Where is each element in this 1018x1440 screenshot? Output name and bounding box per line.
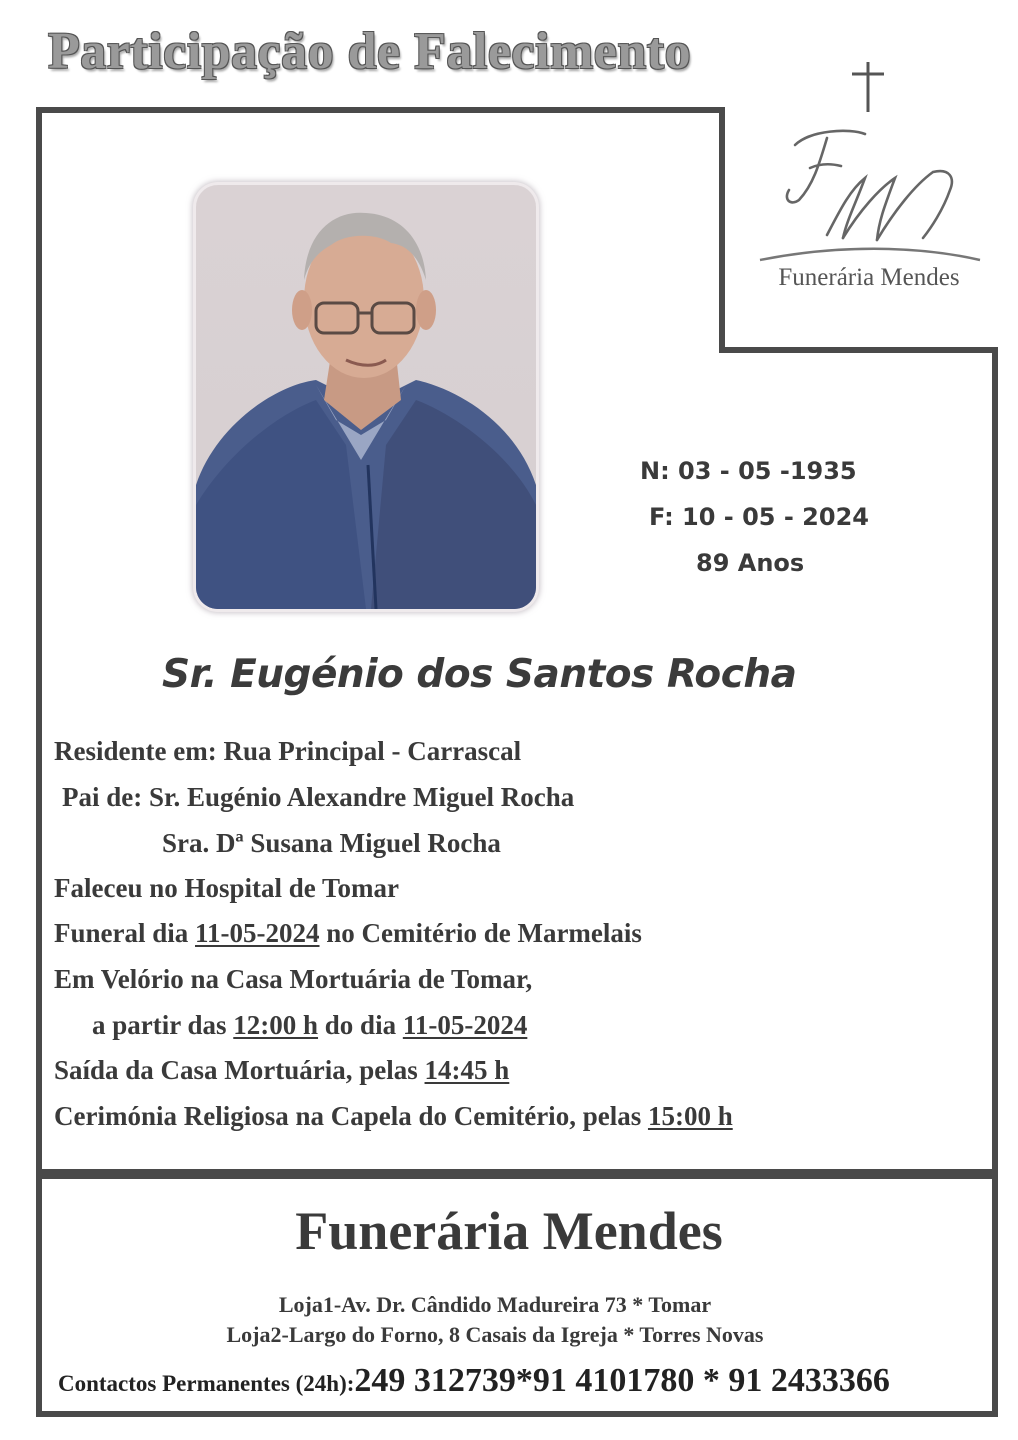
wake-time: 12:00 h bbox=[233, 1010, 319, 1040]
cross-icon bbox=[852, 62, 884, 112]
wake-line: Em Velório na Casa Mortuária de Tomar, bbox=[54, 964, 533, 994]
page-title: Participação de Falecimento bbox=[48, 23, 692, 80]
departure-line bbox=[54, 1055, 509, 1086]
birth-date: N: 03 - 05 -1935 bbox=[640, 457, 857, 485]
funeral-place: no Cemitério de Marmelais bbox=[319, 918, 642, 948]
footer-brand: Funerária Mendes bbox=[295, 1201, 723, 1261]
place-of-death-line: Faleceu no Hospital de Tomar bbox=[54, 873, 400, 903]
contacts-line bbox=[58, 1362, 890, 1400]
ceremony-line bbox=[54, 1101, 733, 1132]
departure-time: 14:45 h bbox=[424, 1055, 510, 1085]
ceremony-time: 15:00 h bbox=[647, 1101, 733, 1131]
wake-from-text: a partir das bbox=[92, 1010, 234, 1040]
wake-time-line bbox=[92, 1010, 527, 1041]
deceased-portrait bbox=[196, 185, 536, 609]
life-dates bbox=[612, 448, 912, 586]
residence-line: Residente em: Rua Principal - Carrascal bbox=[54, 736, 522, 766]
funeral-date: 11-05-2024 bbox=[195, 918, 320, 948]
father-of-line: Pai de: Sr. Eugénio Alexandre Miguel Rocha bbox=[62, 782, 575, 812]
contacts-numbers: 249 312739*91 4101780 * 91 2433366 bbox=[354, 1362, 890, 1399]
logo-brand-text: Funerária Mendes bbox=[778, 264, 960, 291]
wake-date: 11-05-2024 bbox=[402, 1010, 528, 1040]
death-date: F: 10 - 05 - 2024 bbox=[649, 503, 869, 531]
age: 89 Anos bbox=[696, 549, 805, 577]
store-1-address: Loja1-Av. Dr. Cândido Madureira 73 * Tomar bbox=[278, 1292, 712, 1317]
deceased-name: Sr. Eugénio dos Santos Rocha bbox=[162, 652, 797, 697]
funeral-text: Funeral dia bbox=[54, 918, 196, 948]
departure-text: Saída da Casa Mortuária, pelas bbox=[54, 1055, 425, 1085]
store-2-address: Loja2-Largo do Forno, 8 Casais da Igreja * Torres Novas bbox=[226, 1322, 764, 1347]
wake-day-text: do dia bbox=[318, 1010, 403, 1040]
contacts-label: Contactos Permanentes (24h): bbox=[58, 1371, 355, 1396]
funeral-line bbox=[54, 918, 642, 949]
ceremony-text: Cerimónia Religiosa na Capela do Cemitério, pelas bbox=[54, 1101, 648, 1131]
father-of-line-2: Sra. Dª Susana Miguel Rocha bbox=[162, 828, 501, 858]
